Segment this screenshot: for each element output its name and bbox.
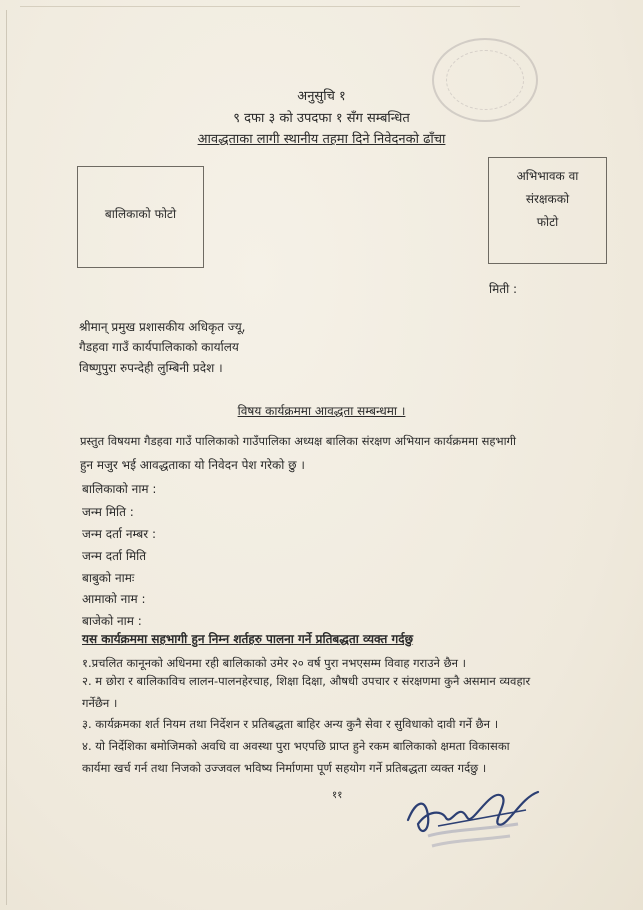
schedule-title: अनुसुचि १ xyxy=(297,89,346,104)
commitment-2-line-1: २. म छोरा र बालिकाविच लालन-पालनहेरचाह, शिक्षा दिक्षा, औषधी उपचार र संरक्षणमा कुनै असमान व्यवहार xyxy=(82,674,531,688)
signature-stamp xyxy=(398,780,548,855)
guardian-photo-box xyxy=(488,157,607,264)
girl-photo-box xyxy=(77,166,204,268)
commitment-1: १.प्रचलित कानूनको अधिनमा रही बालिकाको उमेर २० वर्ष पुरा नभएसम्म विवाह गराउने छैन । xyxy=(82,656,467,670)
field-birth-reg-number: जन्म दर्ता नम्बर : xyxy=(82,527,157,541)
commitment-heading: यस कार्यक्रममा सहभागी हुन निम्न शर्तहरु पालना गर्ने प्रतिबद्धता व्यक्त गर्दछु xyxy=(82,632,414,646)
official-seal-watermark xyxy=(432,38,538,122)
field-birth-reg-date: जन्म दर्ता मिति xyxy=(82,549,147,563)
girl-photo-label: बालिकाको फोटो xyxy=(104,207,177,221)
commitment-4-line-1: ४. यो निर्देशिका बमोजिमको अवधि वा अवस्था पुरा भएपछि प्राप्त हुने रकम बालिकाको क्षमता विकासका xyxy=(82,739,510,753)
guardian-photo-label-1: अभिभावक वा xyxy=(516,169,579,183)
field-father-name: बाबुको नामः xyxy=(82,571,135,585)
field-mother-name: आमाको नाम : xyxy=(82,592,146,606)
commitment-4-line-2: कार्यमा खर्च गर्न तथा निजको उज्जवल भविष्य निर्माणमा पूर्ण सहयोग गर्ने प्रतिबद्धता व्यक्त गर्दछु । xyxy=(82,761,487,775)
guardian-photo-label-2: संरक्षकको xyxy=(525,192,570,206)
form-title: आवद्धताका लागी स्थानीय तहमा दिने निवेदनको ढाँचा xyxy=(197,132,446,147)
guardian-photo-label-3: फोटो xyxy=(536,215,559,229)
subject-line: विषय कार्यक्रममा आवद्धता सम्बन्धमा । xyxy=(237,404,406,418)
commitment-2-line-2: गर्नेछैन । xyxy=(82,696,118,710)
date-label: मिती : xyxy=(489,282,518,296)
field-birth-date: जन्म मिति : xyxy=(82,505,134,519)
commitment-3: ३. कार्यक्रमका शर्त नियम तथा निर्देशन र प्रतिबद्धता बाहिर अन्य कुनै सेवा र सुविधाको दावी गर्ने छैन । xyxy=(82,717,499,731)
field-grandfather-name: बाजेको नाम : xyxy=(82,614,142,628)
address-line-1: श्रीमान् प्रमुख प्रशासकीय अधिकृत ज्यू, xyxy=(79,320,246,334)
schedule-subtitle: ९ दफा ३ को उपदफा १ सँग सम्बन्धित xyxy=(233,111,410,126)
field-girl-name: बालिकाको नाम : xyxy=(82,482,157,496)
address-line-3: विष्णुपुरा रुपन्देही लुम्बिनी प्रदेश । xyxy=(79,361,223,375)
intro-line-2: हुन मजुर भई आवद्धताका यो निवेदन पेश गरेको छु । xyxy=(80,458,305,472)
page-edge-top xyxy=(20,6,520,7)
intro-line-1: प्रस्तुत विषयमा गैडहवा गाउँ पालिकाको गाउँपालिका अध्यक्ष बालिका संरक्षण अभियान कार्यक्रममा सहभागी xyxy=(80,434,517,448)
page-number: ११ xyxy=(332,790,343,801)
address-line-2: गैडहवा गाउँ कार्यपालिकाको कार्यालय xyxy=(79,340,239,354)
